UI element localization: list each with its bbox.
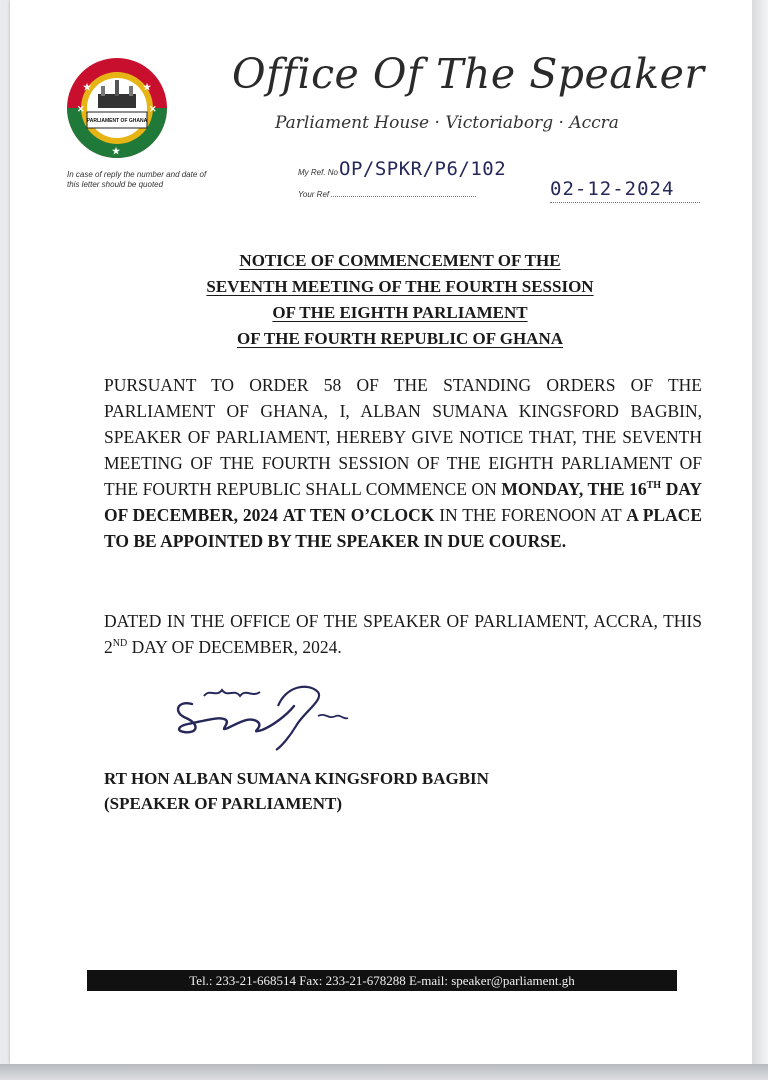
notice-paragraph — [104, 372, 702, 554]
your-reference — [298, 190, 476, 199]
notice-text: PURSUANT TO ORDER 58 OF THE STANDING ORDERS OF THE PARLIAMENT OF GHANA, I, ALBAN SUMANA KINGSFORD BAGBIN, SPEAKER OF PARLIAMENT, HEREBY GIVE NOTICE THAT, THE SEVENTH MEETING OF THE FOURTH SESSION OF THE EIGHTH PARLIAMENT OF THE FOURTH REPUBLIC SHALL COMMENCE ON — [104, 375, 702, 499]
notice-heading — [90, 248, 710, 352]
commencement-place: A PLACE TO BE APPOINTED BY THE SPEAKER IN DUE COURSE. — [104, 505, 703, 551]
your-ref-blank-line — [331, 196, 476, 197]
notice-text-mid: IN THE FORENOON AT — [439, 505, 622, 525]
heading-line-3: OF THE EIGHTH PARLIAMENT — [272, 303, 528, 322]
svg-text:★: ★ — [83, 82, 92, 92]
signatory-name: RT HON ALBAN SUMANA KINGSFORD BAGBIN — [104, 769, 489, 788]
svg-text:★: ★ — [112, 146, 121, 156]
commencement-time: AT TEN O’CLOCK — [282, 505, 435, 525]
heading-line-4: OF THE FOURTH REPUBLIC OF GHANA — [236, 329, 564, 348]
letter-date: 02-12-2024 — [550, 178, 675, 200]
signature — [168, 676, 368, 756]
svg-text:✕: ✕ — [77, 104, 85, 114]
svg-text:✕: ✕ — [149, 104, 157, 114]
heading-line-2: SEVENTH MEETING OF THE FOURTH SESSION — [206, 277, 594, 296]
date-underline — [550, 202, 700, 203]
parliament-seal-icon — [65, 56, 169, 160]
heading-line-1: NOTICE OF COMMENCEMENT OF THE — [239, 251, 561, 270]
my-ref-value: OP/SPKR/P6/102 — [339, 158, 507, 180]
reply-note: In case of reply the number and date of this letter should be quoted — [67, 170, 207, 189]
contact-footer: Tel.: 233-21-668514 Fax: 233-21-678288 E-mail: speaker@parliament.gh — [87, 970, 677, 991]
signatory-title: (SPEAKER OF PARLIAMENT) — [104, 794, 342, 813]
dated-paragraph: DATED IN THE OFFICE OF THE SPEAKER OF PARLIAMENT, ACCRA, THIS 2ND DAY OF DECEMBER, 2024. — [104, 611, 702, 657]
letter-page — [10, 0, 752, 1064]
svg-text:★: ★ — [143, 82, 152, 92]
commencement-day: MONDAY, THE 16TH DAY OF DECEMBER, 2024 — [104, 479, 703, 525]
office-address: Parliament House · Victoriaborg · Accra — [275, 113, 619, 133]
seal-label: PARLIAMENT OF GHANA — [86, 118, 148, 124]
scan-bottom-edge — [0, 1064, 768, 1080]
my-ref-label: My Ref. No — [298, 168, 339, 177]
my-reference — [298, 158, 506, 180]
scan-right-edge — [752, 0, 768, 1080]
office-title: Office Of The Speaker — [232, 50, 705, 98]
your-ref-label: Your Ref — [298, 190, 330, 199]
signatory-block — [104, 766, 704, 816]
